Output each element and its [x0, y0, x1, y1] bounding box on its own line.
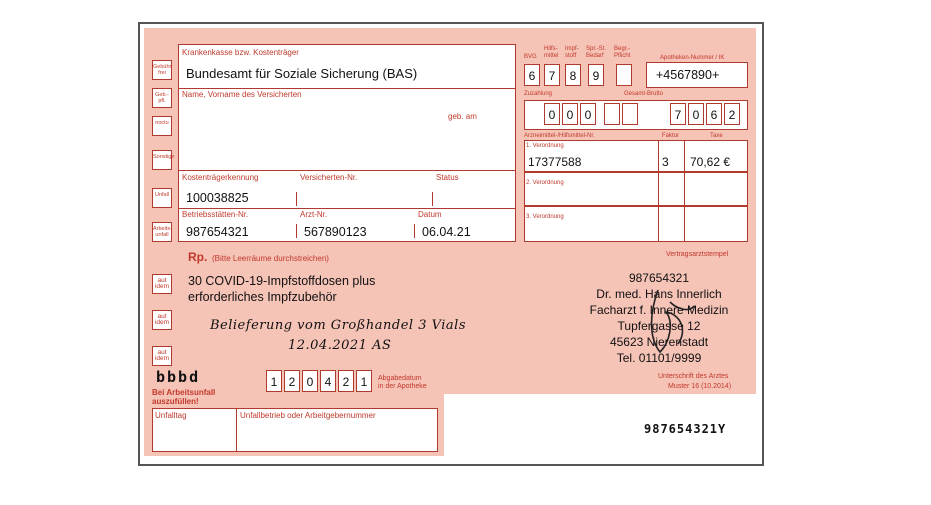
- hilfsmittel-label: Hilfs-mittel: [544, 46, 559, 59]
- verordnung-row-3-faktor[interactable]: [658, 206, 686, 242]
- unfalltag-label: Unfalltag: [155, 411, 187, 420]
- divider: [414, 224, 415, 238]
- insurer-value[interactable]: Bundesamt für Soziale Sicherung (BAS): [186, 66, 418, 81]
- barcode-text: 987654321Y: [644, 422, 727, 436]
- stamp-line-5: 45623 Nierenstadt: [609, 335, 709, 349]
- amount-digit: [526, 103, 542, 125]
- arbeitsunfall-note-2: auszufüllen!: [152, 397, 199, 406]
- arzneimittel-label: Arzneimittel-/Hilfsmittel-Nr.: [524, 133, 595, 139]
- zuzahlung-label: Zuzahlung: [524, 91, 553, 97]
- divider: [296, 192, 297, 206]
- bvg-digit[interactable]: 6: [524, 64, 540, 86]
- begr-pflicht-box[interactable]: [616, 64, 632, 86]
- patient-block: [178, 88, 516, 172]
- date-label: Datum: [418, 210, 442, 219]
- aut-idem-box-2[interactable]: aut idem: [152, 310, 172, 330]
- spr-st-bedarf-label: Spr.-St. Bedarf: [586, 46, 607, 59]
- amount-digit: 0: [562, 103, 578, 125]
- prescription-line-2: erforderliches Impfzubehör: [188, 290, 337, 304]
- amount-digit: 7: [670, 103, 686, 125]
- doctor-number-label: Arzt-Nr.: [300, 210, 328, 219]
- side-box-noctu[interactable]: noctu: [152, 116, 172, 136]
- stamp-line-1: 987654321: [628, 271, 690, 285]
- abgabedatum-digit[interactable]: 1: [266, 370, 282, 392]
- abgabedatum-digit[interactable]: 2: [284, 370, 300, 392]
- amount-digit: 2: [724, 103, 740, 125]
- verordnung-row-3[interactable]: [524, 206, 660, 242]
- handwritten-note-line-2: 12.04.2021 AS: [288, 338, 392, 353]
- stamp-line-4: Tupfergasse 12: [617, 319, 701, 333]
- stamp-line-6: Tel. 01101/9999: [616, 351, 702, 365]
- amount-digit: 0: [688, 103, 704, 125]
- side-box-gebuehr-frei[interactable]: Gebühr frei: [152, 60, 172, 80]
- insured-number-label: Versicherten-Nr.: [300, 173, 358, 182]
- amount-digit: [604, 103, 620, 125]
- handwritten-note-line-1: Belieferung vom Großhandel 3 Vials: [210, 318, 467, 333]
- arbeitsunfall-note-1: Bei Arbeitsunfall: [152, 388, 216, 397]
- side-box-arbeitsunfall[interactable]: Arbeits-unfall: [152, 222, 172, 242]
- abgabedatum-label-2: in der Apotheke: [378, 383, 427, 390]
- prescription-line-1: 30 COVID-19-Impfstoffdosen plus: [188, 274, 376, 288]
- abgabedatum-digit[interactable]: 4: [320, 370, 336, 392]
- muster-label: Muster 16 (10.2014): [668, 383, 732, 390]
- amount-digit: [622, 103, 638, 125]
- site-number-label: Betriebsstätten-Nr.: [182, 210, 249, 219]
- amount-digit: 0: [580, 103, 596, 125]
- begr-pflicht-label: Begr.-Pflicht: [614, 46, 631, 59]
- site-number-value[interactable]: 987654321: [186, 225, 249, 239]
- bvg-label: BVG: [524, 54, 537, 60]
- pharmacy-number-label: Apotheken-Nummer / IK: [660, 55, 725, 61]
- divider: [296, 224, 297, 238]
- rp-note: (Bitte Leerräume durchstreichen): [212, 254, 329, 263]
- abgabedatum-digit[interactable]: 2: [338, 370, 354, 392]
- status-label: Status: [436, 173, 459, 182]
- taxe-label: Taxe: [710, 133, 723, 139]
- rp-label: Rp.: [188, 250, 208, 264]
- stamp-line-3: Facharzt f. Innere Medizin: [589, 303, 729, 317]
- divider: [432, 192, 433, 206]
- pharmacy-number-value: +4567890+: [656, 68, 720, 82]
- cost-bearer-label: Kostenträgerkennung: [182, 173, 259, 182]
- stamp-line-2: Dr. med. Hans Innerlich: [596, 287, 722, 301]
- insurer-label: Krankenkasse bzw. Kostenträger: [182, 48, 299, 57]
- verordnung-1-number: 17377588: [528, 155, 582, 169]
- verordnung-1-faktor: 3: [662, 155, 669, 169]
- prescription-form: [138, 22, 764, 466]
- aut-idem-box-3[interactable]: aut idem: [152, 346, 172, 366]
- verordnung-2-label: 2. Verordnung: [526, 180, 564, 186]
- faktor-label: Faktor: [662, 133, 680, 139]
- signature-label: Unterschrift des Arztes: [658, 373, 729, 380]
- side-box-geb-pfl[interactable]: Geb.-pfl.: [152, 88, 172, 108]
- impfstoff-digit[interactable]: 8: [565, 64, 581, 86]
- hilfsmittel-digit[interactable]: 7: [544, 64, 560, 86]
- cost-bearer-value[interactable]: 100038825: [186, 191, 249, 205]
- abgabedatum-digit[interactable]: 1: [356, 370, 372, 392]
- amount-digit: 0: [544, 103, 560, 125]
- aut-idem-box-1[interactable]: aut idem: [152, 274, 172, 294]
- doctor-signature: [640, 282, 700, 362]
- abgabedatum-label-1: Abgabedatum: [378, 375, 422, 382]
- date-value[interactable]: 06.04.21: [422, 225, 471, 239]
- impfstoff-label: Impf-stoff: [565, 46, 579, 59]
- doctor-number-value[interactable]: 567890123: [304, 225, 367, 239]
- verordnung-1-taxe: 70,62 €: [690, 155, 731, 169]
- verordnung-3-label: 3. Verordnung: [526, 214, 564, 220]
- verordnung-1-label: 1. Verordnung: [526, 143, 564, 149]
- amount-digit: 6: [706, 103, 722, 125]
- verordnung-row-2-faktor[interactable]: [658, 172, 686, 206]
- verordnung-row-2[interactable]: [524, 172, 660, 206]
- dob-label: geb. am: [448, 112, 477, 121]
- code-6666: bbbd: [156, 368, 201, 386]
- patient-name-label: Name, Vorname des Versicherten: [182, 90, 302, 99]
- spr-st-bedarf-digit[interactable]: 9: [588, 64, 604, 86]
- vertragsarztstempel-label: Vertragsarztstempel: [666, 251, 729, 258]
- side-box-unfall[interactable]: Unfall: [152, 188, 172, 208]
- unfallbetrieb-label: Unfallbetrieb oder Arbeitgebernummer: [240, 411, 376, 420]
- abgabedatum-digit[interactable]: 0: [302, 370, 318, 392]
- verordnung-row-2-taxe[interactable]: [684, 172, 748, 206]
- gesamt-brutto-label: Gesamt-Brutto: [624, 91, 664, 97]
- side-box-sonstige[interactable]: Sonstige: [152, 150, 172, 170]
- verordnung-row-3-taxe[interactable]: [684, 206, 748, 242]
